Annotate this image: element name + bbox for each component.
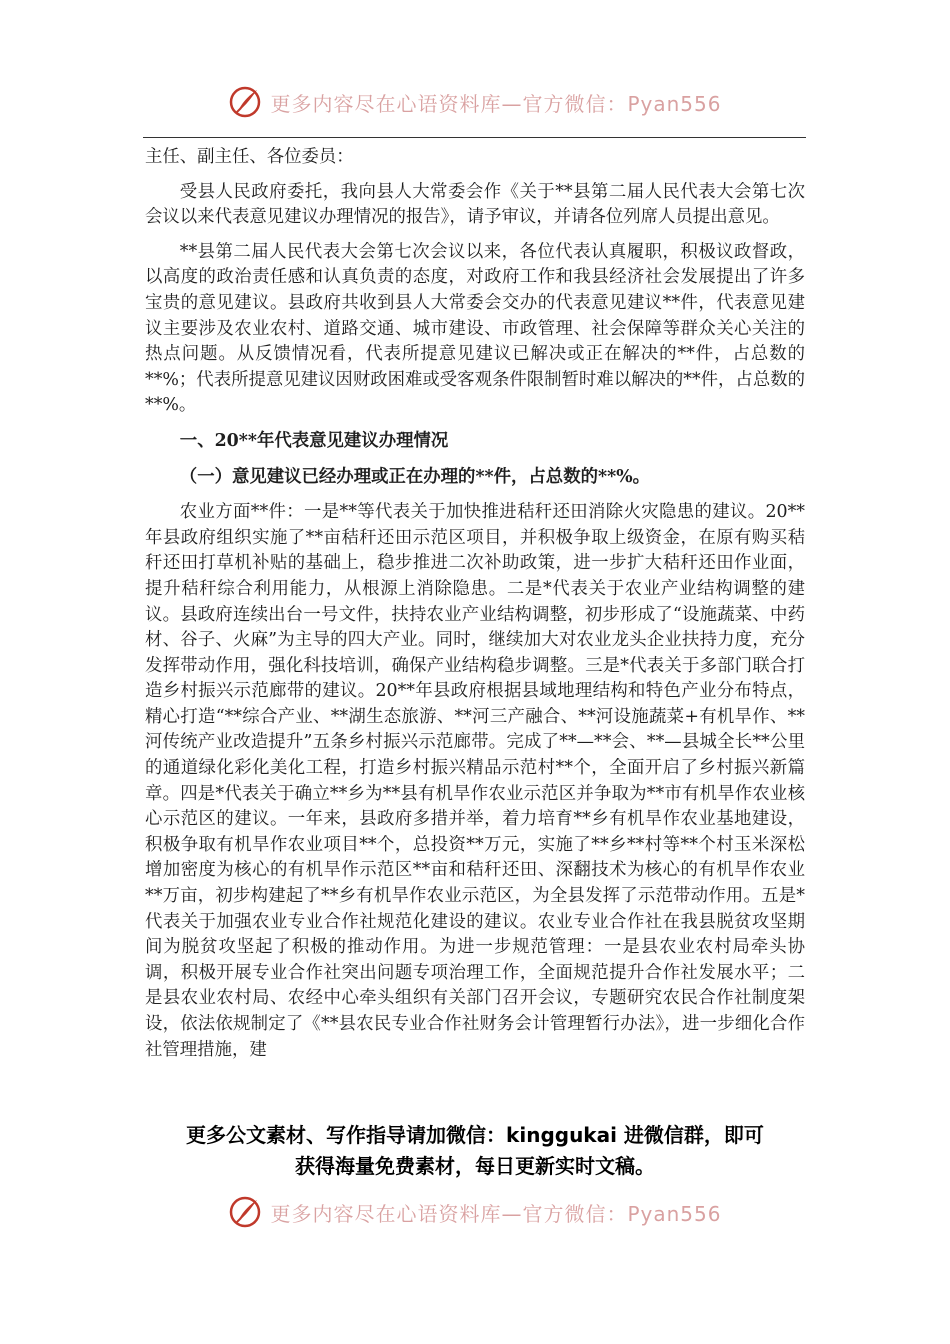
footer-banner-text: 更多内容尽在心语资料库—官方微信：Pyan556 — [270, 1201, 722, 1226]
section-heading: 一、20**年代表意见建议办理情况 — [179, 430, 449, 451]
subsection-heading: （一）意见建议已经办理或正在办理的**件，占总数的**%。 — [179, 466, 651, 487]
promo-line-1: 更多公文素材、写作指导请加微信：kinggukai 进微信群，即可 — [186, 1123, 764, 1147]
quill-logo-icon — [228, 1195, 262, 1229]
intro-paragraph: 受县人民政府委托，我向县人大常委会作《关于**县第二届人民代表大会第七次会议以来代表意见建议办理情况的报告》，请予审议，并请各位列席人员提出意见。 — [145, 181, 805, 228]
header-divider — [143, 137, 806, 138]
document-body — [145, 145, 805, 1062]
footer-banner — [0, 1192, 950, 1232]
promo-notice — [60, 1120, 890, 1182]
header-banner-text: 更多内容尽在心语资料库—官方微信：Pyan556 — [270, 91, 722, 116]
header-banner — [0, 82, 950, 122]
promo-line-2: 获得海量免费素材，每日更新实时文稿。 — [295, 1154, 655, 1178]
agriculture-paragraph: 农业方面**件：一是**等代表关于加快推进秸秆还田消除火灾隐患的建议。20**年县政府组织实施了**亩秸秆还田示范区项目，并积极争取上级资金，在原有购买秸秆还田打草机补贴的基础上，稳步推进二次补助政策，进一步扩大秸秆还田作业面，提升秸秆综合利用能力，从根源上消除隐患。二是*代表关于农业产业结构调整的建议。县政府连续出台一号文件，扶持农业产业结构调整，初步形成了“设施蔬菜、中药材、谷子、火麻”为主导的四大产业。同时，继续加大对农业龙头企业扶持力度，充分发挥带动作用，强化科技培训，确保产业结构稳步调整。三是*代表关于多部门联合打造乡村振兴示范廊带的建议。20**年县政府根据县域地理结构和特色产业分布特点，精心打造“**综合产业、**湖生态旅游、**河三产融合、**河设施蔬菜+有机旱作、**河传统产业改造提升”五条乡村振兴示范廊带。完成了**—**会、**—县城全长**公里的通道绿化彩化美化工程，打造乡村振兴精品示范村**个，全面开启了乡村振兴新篇章。四是*代表关于确立**乡为**县有机旱作农业示范区并争取为**市有机旱作农业核心示范区的建议。一年来，县政府多措并举，着力培育**乡有机旱作农业基地建设，积极争取有机旱作农业项目**个，总投资**万元，实施了**乡**村等**个村玉米深松增加密度为核心的有机旱作示范区**亩和秸秆还田、深翻技术为核心的有机旱作农业**万亩，初步构建起了**乡有机旱作农业示范区，为全县发挥了示范带动作用。五是*代表关于加强农业专业合作社规范化建设的建议。农业专业合作社在我县脱贫攻坚期间为脱贫攻坚起了积极的推动作用。为进一步规范管理：一是县农业农村局牵头协调，积极开展专业合作社突出问题专项治理工作，全面规范提升合作社发展水平；二是县农业农村局、农经中心牵头组织有关部门召开会议，专题研究农民合作社制度架设，依法依规制定了《**县农民专业合作社财务会计管理暂行办法》，进一步细化合作社管理措施，建 — [145, 502, 805, 1060]
salutation: 主任、副主任、各位委员： — [145, 147, 354, 167]
overview-paragraph: **县第二届人民代表大会第七次会议以来，各位代表认真履职，积极议政督政，以高度的政治责任感和认真负责的态度，对政府工作和我县经济社会发展提出了许多宝贵的意见建议。县政府共收到县人大常委会交办的代表意见建议**件，代表意见建议主要涉及农业农村、道路交通、城市建设、市政管理、社会保障等群众关心关注的热点问题。从反馈情况看，代表所提意见建议已解决或正在解决的**件，占总数的**%；代表所提意见建议因财政困难或受客观条件限制暂时难以解决的**件，占总数的**%。 — [145, 241, 805, 416]
quill-logo-icon — [228, 85, 262, 119]
